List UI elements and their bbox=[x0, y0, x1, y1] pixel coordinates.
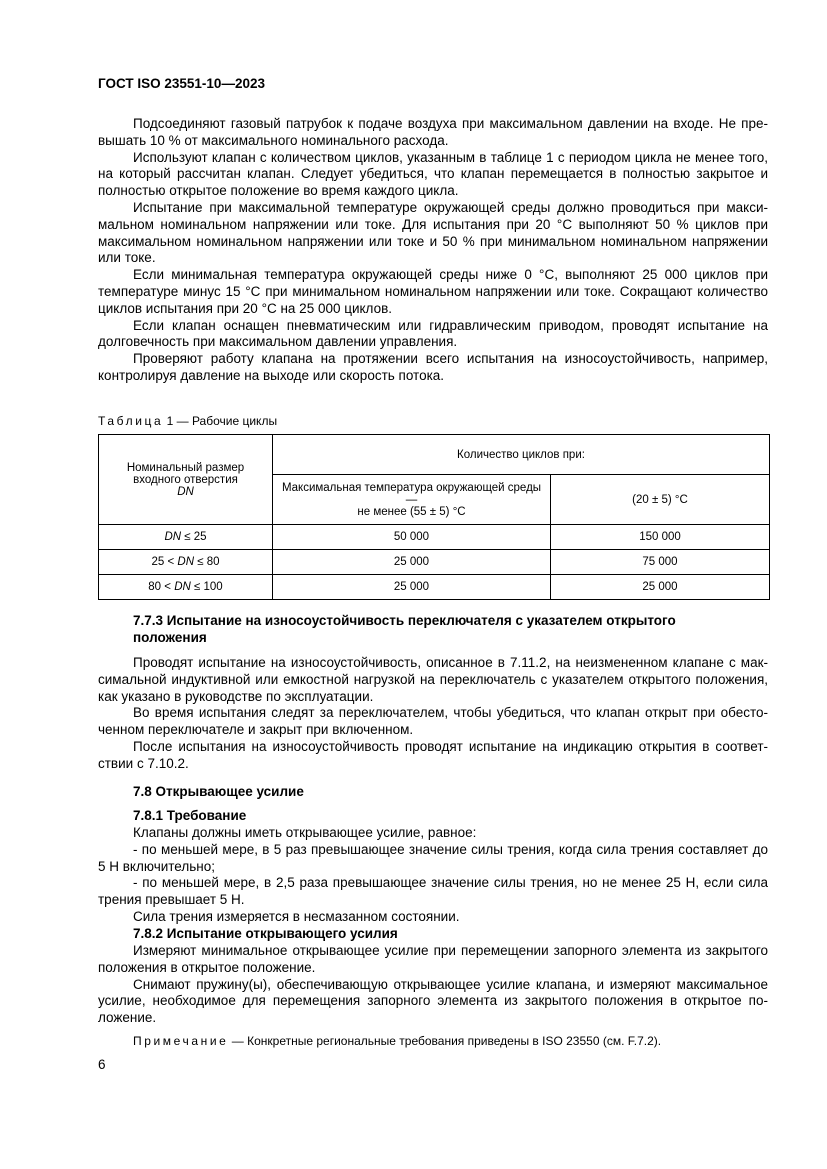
paragraph: Используют клапан с количеством циклов, указанным в таблице 1 с периодом цикла не менее того, на который рассчитан клапан. Следует убедиться, что клапан перемещается в полностью закрытое и полностью открытое положение во время каждого цикла. bbox=[98, 149, 768, 199]
table-caption bbox=[98, 414, 277, 428]
page-number: 6 bbox=[98, 1057, 106, 1072]
paragraph: Если клапан оснащен пневматическим или гидравлическим приводом, проводят испытание на долговечность при максимальном давлении управления. bbox=[98, 317, 768, 350]
section-heading-7-8-1: 7.8.1 Требование bbox=[133, 808, 247, 823]
table-row bbox=[99, 550, 770, 575]
paragraph: Подсоединяют газовый патрубок к подаче воздуха при максимальном давлении на входе. Не превышать 10 % от максимального номинального расхода. bbox=[98, 116, 768, 148]
paragraph: После испытания на износоустойчивость проводят испытание на индикацию открытия в соответствии с 7.10.2. bbox=[98, 738, 768, 771]
group-header-cycles: Количество циклов при: bbox=[273, 435, 770, 475]
paragraph: Сила трения измеряется в несмазанном состоянии. bbox=[133, 908, 460, 924]
document-header: ГОСТ ISO 23551-10—2023 bbox=[98, 76, 265, 91]
paragraph: Измеряют минимальное открывающее усилие при перемещении запорного элемента из закрытого положения в открытое положение. bbox=[98, 943, 768, 975]
note-label: Примечание bbox=[133, 1034, 229, 1048]
cell-max-temp: 25 000 bbox=[273, 550, 551, 575]
table-row bbox=[99, 525, 770, 550]
cell-20c: 150 000 bbox=[551, 525, 770, 550]
note bbox=[133, 1034, 661, 1048]
section-heading-7-8-2: 7.8.2 Испытание открывающего усилия bbox=[133, 926, 398, 941]
paragraph: Снимают пружину(ы), обеспечивающую открывающее усилие клапана, и измеряют максимальное усилие, необходимое для перемещения запорного элемента из закрытого положения в открытое положение. bbox=[98, 976, 768, 1026]
note-text: — Конкретные региональные требования приведены в ISO 23550 (см. F.7.2). bbox=[228, 1034, 662, 1048]
section-heading-7-7-3: 7.7.3 Испытание на износоустойчивость переключателя с указателем открытого положения bbox=[133, 613, 676, 645]
section-heading-7-8: 7.8 Открывающее усилие bbox=[133, 784, 304, 799]
cell-dn: 25 < DN ≤ 80 bbox=[99, 550, 273, 575]
paragraph: Проводят испытание на износоустойчивость, описанное в 7.11.2, на неизмененном клапане с максимальной индуктивной или емкостной нагрузкой на переключатель с указателем открытого положения, как указано в руководстве по эксплуатации. bbox=[98, 655, 768, 704]
table-caption-title: 1 — Рабочие циклы bbox=[166, 414, 278, 428]
paragraph: Испытание при максимальной температуре окружающей среды должно проводиться при максимальном номинальном напряжении или токе. Для испытания при 20 °C выполняют 50 % циклов при максимальном номинальном напряжении или токе и 50 % при минимальном номинальном напряжении или токе. bbox=[98, 199, 768, 266]
column-header-20c: (20 ± 5) °C bbox=[551, 475, 770, 525]
paragraph: Проверяют работу клапана на протяжении всего испытания на износоустойчивость, например, контролируя давление на выходе или скорость потока. bbox=[98, 351, 768, 383]
section-7-8-1-text bbox=[98, 825, 768, 926]
section-7-7-3-text bbox=[98, 655, 768, 773]
cell-20c: 25 000 bbox=[551, 575, 770, 600]
intro-text bbox=[98, 116, 768, 385]
cell-20c: 75 000 bbox=[551, 550, 770, 575]
paragraph: Если минимальная температура окружающей среды ниже 0 °C, выполняют 25 000 циклов при температуре минус 15 °C при минимальном номинальном напряжении или токе. Сокращают количество циклов испытания при 20 °C на 25 000 циклов. bbox=[98, 267, 768, 316]
duty-cycles-table bbox=[98, 434, 770, 600]
cell-max-temp: 50 000 bbox=[273, 525, 551, 550]
table-caption-label: Таблица bbox=[98, 414, 164, 428]
column-header-max-temp: Максимальная температура окружающей среды — не менее (55 ± 5) °C bbox=[273, 475, 551, 525]
list-item: - по меньшей мере, в 5 раз превышающее значение силы трения, когда сила трения составляет до 5 Н включительно; bbox=[98, 841, 768, 874]
cell-dn: 80 < DN ≤ 100 bbox=[99, 575, 273, 600]
column-header-dn: Номинальный размер входного отверстия DN bbox=[99, 435, 273, 525]
paragraph: Во время испытания следят за переключателем, чтобы убедиться, что клапан открыт при обесточенном переключателе и закрыт при включенном. bbox=[98, 705, 768, 738]
section-7-8-2-text bbox=[98, 943, 768, 1027]
cell-max-temp: 25 000 bbox=[273, 575, 551, 600]
list-item: - по меньшей мере, в 2,5 раза превышающее значение силы трения, но не менее 25 Н, если сила трения превышает 5 Н. bbox=[98, 875, 768, 908]
table-row bbox=[99, 575, 770, 600]
paragraph: Клапаны должны иметь открывающее усилие, равное: bbox=[133, 825, 477, 840]
cell-dn: DN ≤ 25 bbox=[99, 525, 273, 550]
